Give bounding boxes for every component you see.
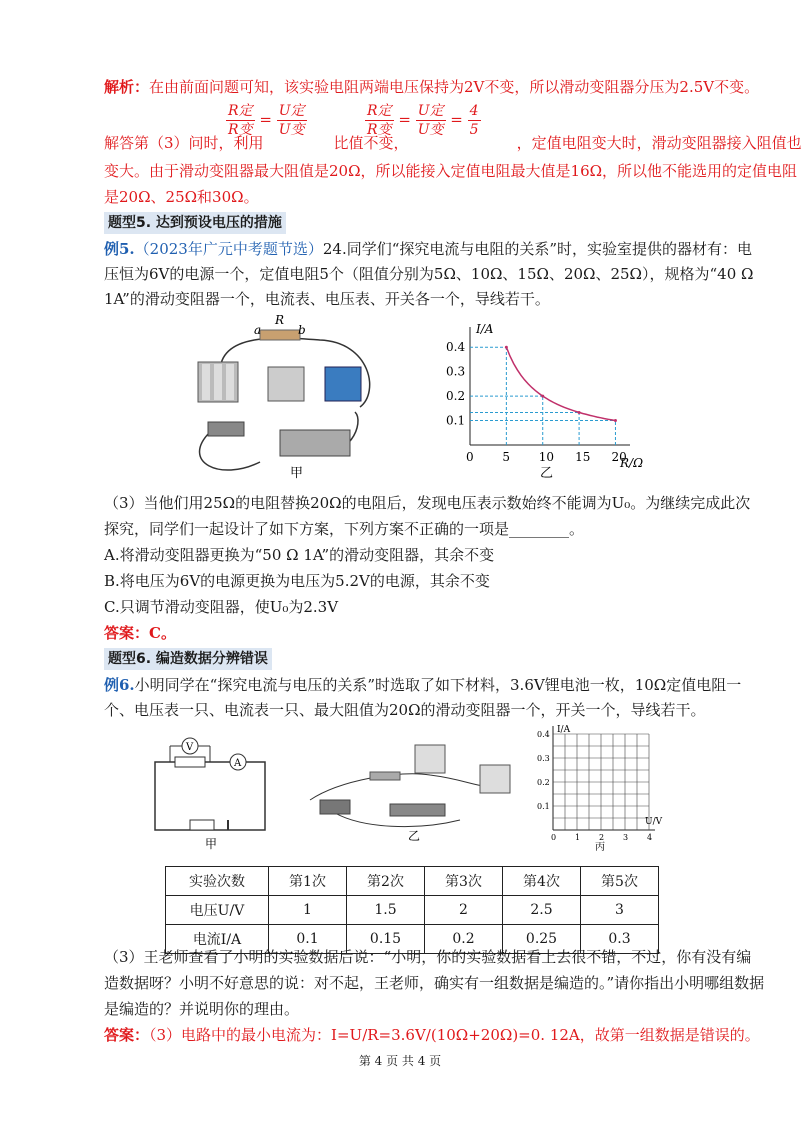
- example-6-line-2: 个、电压表一只、电流表一只、最大阻值为20Ω的滑动变阻器一个，开关一个，导线若干。: [104, 701, 706, 719]
- table-cell: 第1次: [269, 867, 347, 896]
- analysis-line-3: 变大。由于滑动变阻器最大阻值是20Ω，所以能接入定值电阻最大值是16Ω，所以他不能选用的定值电阻: [104, 162, 798, 180]
- x-tick-label: 5: [502, 450, 511, 464]
- y-tick-label: 0.2: [446, 389, 466, 404]
- svg-text:甲: 甲: [205, 837, 218, 851]
- q3-line-1: （3）当他们用25Ω的电阻替换20Ω的电阻后，发现电压表示数始终不能调为U₀。为继续完成此次: [104, 494, 751, 512]
- grid-x-tick: 3: [623, 833, 629, 842]
- answer-5: 答案：C。: [104, 624, 176, 642]
- svg-text:R: R: [275, 313, 285, 327]
- grid-x-tick: 2: [599, 833, 605, 842]
- y-axis-label: I/A: [476, 322, 494, 336]
- ratio-formula-2: $\frac{\text{R定}}{\text{R变}}$ = $\frac{\text{U定}}{\text{U变}}$ = $\frac{4}{5}$: [367, 103, 479, 138]
- analysis-line-2: 解答第（3）问时，利用 比值不变， ，定值电阻变大时，滑动变阻器接入阻值也: [104, 134, 802, 152]
- grid-y-tick: 0.2: [537, 778, 550, 787]
- section-6-header: 题型6. 编造数据分辨错误: [104, 648, 272, 670]
- data-point: [505, 346, 508, 349]
- grid-y-tick: 0.3: [537, 754, 550, 763]
- series-line: [506, 347, 615, 420]
- table-cell: 2.5: [503, 896, 581, 925]
- x-tick-label: 20: [611, 450, 627, 464]
- table-cell: 1: [269, 896, 347, 925]
- table-cell: 第3次: [425, 867, 503, 896]
- table-cell: 0.15: [347, 925, 425, 954]
- q3-line-2: 探究，同学们一起设计了如下方案，下列方案不正确的一项是________。: [104, 520, 585, 538]
- grid-x-tick: 0: [551, 833, 557, 842]
- table-cell: 0.1: [269, 925, 347, 954]
- q6-line-1: （3）王老师查看了小明的实验数据后说：“小明，你的实验数据看上去很不错，不过，你有没有编: [104, 948, 752, 966]
- experiment-data-table: [165, 866, 659, 954]
- grid-y-tick: 0.1: [537, 802, 550, 811]
- grid-x-tick: 4: [647, 833, 653, 842]
- grid-x-tick: 1: [575, 833, 581, 842]
- grid-x-label: U/V: [645, 817, 663, 827]
- table-cell: 0.25: [503, 925, 581, 954]
- data-point: [578, 411, 581, 414]
- table-cell: 3: [581, 896, 659, 925]
- x-tick-label: 10: [538, 450, 555, 464]
- data-point: [614, 419, 617, 422]
- circuit-photo-jia: [180, 312, 380, 482]
- example-5-line-3: 1A”的滑动变阻器一个，电流表、电压表、开关各一个，导线若干。: [104, 290, 550, 308]
- circuit-photo-yi: [300, 740, 520, 850]
- svg-text:a: a: [254, 323, 262, 337]
- data-point: [541, 395, 544, 398]
- table-cell: 1.5: [347, 896, 425, 925]
- q6-line-2: 造数据呀？小明不好意思的说：对不起，王老师，确实有一组数据是编造的。”请你指出小明哪组数据: [104, 974, 765, 992]
- svg-text:V: V: [186, 742, 194, 753]
- i-r-chart: [440, 322, 644, 485]
- y-tick-label: 0.3: [446, 364, 466, 379]
- ratio-formula-1: $\frac{\text{R定}}{\text{R变}}$ = $\frac{\text{U定}}{\text{U变}}$: [228, 103, 305, 138]
- y-tick-label: 0.1: [446, 413, 466, 428]
- chart-caption: 乙: [540, 466, 554, 481]
- section-5-header: 题型5. 达到预设电压的措施: [104, 212, 286, 234]
- x-tick-label: 15: [575, 450, 591, 464]
- svg-text:甲: 甲: [290, 466, 304, 481]
- svg-text:A: A: [234, 758, 242, 769]
- table-cell: 2: [425, 896, 503, 925]
- option-a: A.将滑动变阻器更换为“50 Ω 1A”的滑动变阻器，其余不变: [104, 546, 495, 564]
- example-5-line-2: 压恒为6V的电源一个，定值电阻5个（阻值分别为5Ω、10Ω、15Ω、20Ω、25Ω），规格为“40 Ω: [104, 265, 754, 283]
- analysis-label: 解析：: [104, 78, 150, 96]
- analysis-line-1: 解析：在由前面问题可知，该实验电阻两端电压保持为2V不变，所以滑动变阻器分压为2.5V不变。: [104, 78, 760, 96]
- x-tick-label: 0: [466, 450, 474, 464]
- analysis-line-4: 是20Ω、25Ω和30Ω。: [104, 188, 259, 206]
- table-cell: 0.2: [425, 925, 503, 954]
- grid-y-tick: 0.4: [537, 730, 550, 739]
- option-b: B.将电压为6V的电源更换为电压为5.2V的电源，其余不变: [104, 572, 490, 590]
- table-cell: 电流I/A: [166, 925, 269, 954]
- grid-y-label: I/A: [557, 725, 571, 735]
- circuit-diagram-jia: [150, 732, 280, 852]
- table-cell: 电压U/V: [166, 896, 269, 925]
- table-cell: 第5次: [581, 867, 659, 896]
- table-cell: 实验次数: [166, 867, 269, 896]
- example-5-line-1: 例5.（2023年广元中考题节选）24.同学们“探究电流与电阻的关系”时，实验室提供的器材有：电: [104, 240, 753, 258]
- table-cell: 0.3: [581, 925, 659, 954]
- y-tick-label: 0.4: [446, 340, 466, 355]
- svg-text:乙: 乙: [408, 829, 421, 843]
- table-cell: 第2次: [347, 867, 425, 896]
- table-cell: 第4次: [503, 867, 581, 896]
- q6-line-3: 是编造的？并说明你的理由。: [104, 1000, 300, 1018]
- i-u-blank-grid: [535, 722, 665, 852]
- option-c: C.只调节滑动变阻器，使U₀为2.3V: [104, 598, 339, 616]
- x-axis-label: R/Ω: [620, 456, 644, 470]
- page-footer: 第 4 页 共 4 页: [358, 1054, 442, 1068]
- svg-text:b: b: [298, 323, 306, 337]
- answer-6: 答案：（3）电路中的最小电流为：I=U/R=3.6V/(10Ω+20Ω)=0. 12A，故第一组数据是错误的。: [104, 1026, 760, 1044]
- grid-caption: 丙: [595, 842, 605, 853]
- example-6-line-1: 例6.小明同学在“探究电流与电压的关系”时选取了如下材料，3.6V锂电池一枚，10Ω定值电阻一: [104, 676, 742, 694]
